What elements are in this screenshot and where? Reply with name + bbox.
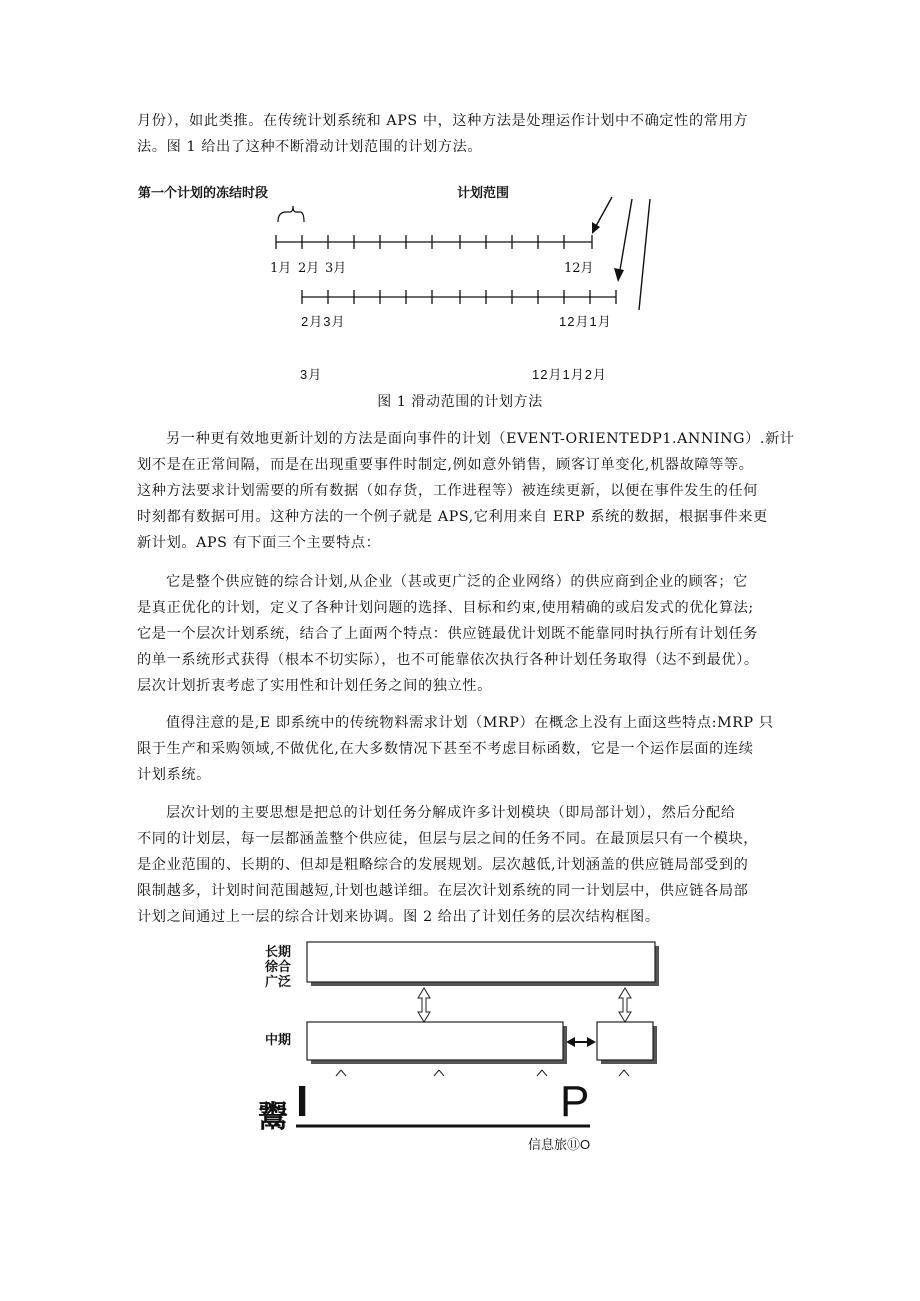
- double-arrow-right: [619, 988, 631, 1022]
- big-letter-p: P: [560, 1077, 590, 1126]
- text-line: 月份），如此类推。在传统计划系统和 APS 中，这种方法是处理运作计划中不确定性的常用方: [137, 113, 749, 129]
- mid-link-arrowhead-left: [566, 1037, 575, 1047]
- mid-term-box-side: [597, 1022, 653, 1060]
- level1-label-line: 长期: [265, 944, 292, 959]
- figure1-caption: 图 1 滑动范围的计划方法: [377, 394, 543, 410]
- mid-link-arrowhead-right: [587, 1037, 596, 1047]
- up-arrow-stub-3: [537, 1070, 547, 1076]
- text-line: 是真正优化的计划，定义了各种计划问题的选择、目标和约束,使用精确的或启发式的优化算法;: [137, 600, 754, 616]
- row2-label-left: 2月3月: [301, 314, 346, 329]
- level3-label: 鬻: [258, 1100, 288, 1135]
- text-line: 新计划。APS 有下面三个主要特点：: [137, 535, 381, 551]
- level1-label-line: 广泛: [265, 974, 292, 989]
- level2-label: 中期: [265, 1032, 292, 1047]
- text-line: 的单一系统形式获得（根本不切实际），也不可能靠依次执行各种计划任务取得（达不到最优）。: [137, 652, 759, 668]
- long-term-box: [307, 942, 655, 982]
- row1-label-dec: 12月: [564, 261, 594, 276]
- text-line: 层次计划的主要思想是把总的计划任务分解成许多计划模块（即局部计划），然后分配给: [166, 805, 736, 821]
- row3-label-right: 12月1月2月: [532, 367, 607, 382]
- row1-label-jan: 1月: [270, 261, 292, 276]
- text-line: 计划之间通过上一层的综合计划来协调。图 2 给出了计划任务的层次结构框图。: [137, 909, 660, 925]
- text-line: 时刻都有数据可用。这种方法的一个例子就是 APS,它利用来自 ERP 系统的数据，根据事件来更: [137, 509, 768, 525]
- up-arrow-stub-2: [434, 1070, 444, 1076]
- row2-label-right: 12月1月: [559, 314, 612, 329]
- text-line: 限制越多，计划时间范围越短,计划也越详细。在层次计划系统的同一计划层中，供应链各局部: [137, 883, 749, 899]
- text-line: 另一种更有效地更新计划的方法是面向事件的计划（EVENT-ORIENTEDP1.ANNING）.新计: [166, 431, 795, 447]
- double-arrow-left: [418, 988, 430, 1022]
- figure1-range-label: 计划范围: [457, 185, 510, 200]
- text-line: 限于生产和采购领域,不做优化,在大多数情况下甚至不考虑目标函数，它是一个运作层面的连续: [137, 741, 754, 757]
- text-line: 值得注意的是,E 即系统中的传统物料需求计划（MRP）在概念上没有上面这些特点:MRP 只: [166, 715, 774, 731]
- up-arrow-stub-4: [619, 1070, 629, 1076]
- big-letter-i: I: [296, 1077, 309, 1126]
- text-line: 是企业范围的、长期的、但却是粗略综合的发展规划。层次越低,计划涵盖的供应链局部受到的: [137, 857, 749, 873]
- text-line: 不同的计划层，每一层都涵盖整个供应徒，但层与层之间的任务不同。在最顶层只有一个模块，: [137, 831, 759, 847]
- text-line: 划不是在正常间隔，而是在出现重要事件时制定,例如意外销售，顾客订单变化,机器故障等等。: [137, 457, 754, 473]
- up-arrow-stub-1: [336, 1070, 346, 1076]
- row3-label-left: 3月: [300, 367, 323, 382]
- row1-label-mar: 3月: [325, 261, 347, 276]
- text-line: 计划系统。: [137, 767, 211, 783]
- figure2-footer-label: 信息旅⑪O: [528, 1137, 591, 1152]
- text-line: 层次计划折衷考虑了实用性和计划任务之间的独立性。: [137, 678, 492, 694]
- text-line: 法。图 1 给出了这种不断滑动计划范围的计划方法。: [137, 139, 483, 155]
- text-line: 这种方法要求计划需要的所有数据（如存货，工作进程等）被连续更新，以便在事件发生的任何: [137, 483, 759, 499]
- text-line: 它是整个供应链的综合计划,从企业（甚或更广泛的企业网络）的供应商到企业的顾客；它: [166, 574, 748, 590]
- text-line: 它是一个层次计划系统，结合了上面两个特点：供应链最优计划既不能靠同时执行所有计划任务: [137, 626, 759, 642]
- row1-label-feb: 2月: [298, 261, 320, 276]
- figure1-freeze-label: 第一个计划的冻结时段: [138, 185, 269, 200]
- mid-term-box-main: [307, 1022, 563, 1060]
- level1-label-line: 徐合: [265, 959, 292, 974]
